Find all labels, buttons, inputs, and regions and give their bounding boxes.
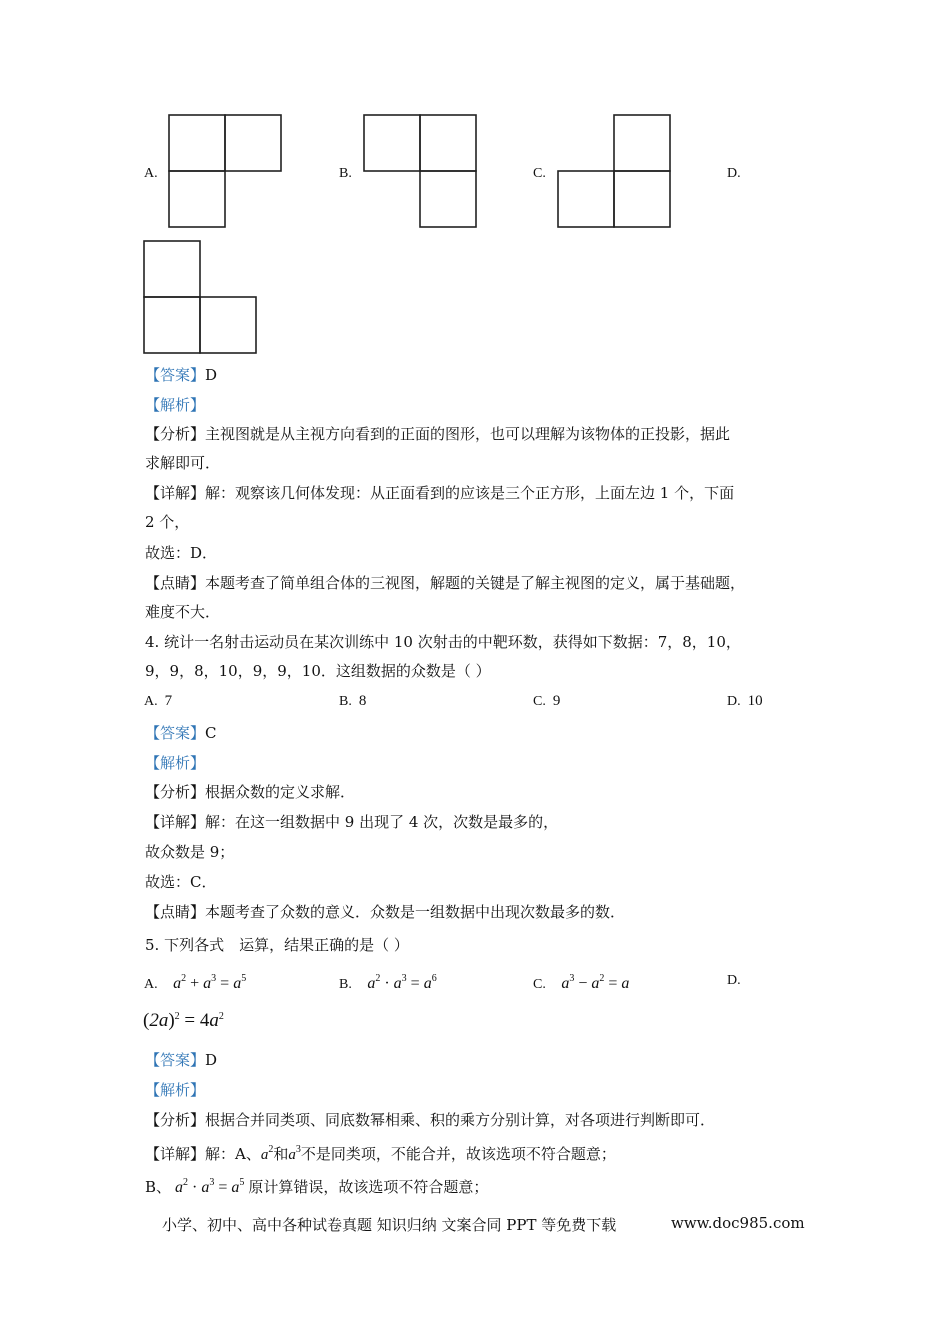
q3-dianjing-line2: 难度不大．: [145, 603, 221, 621]
q5-xiangjie-a2: $a^2$: [260, 1144, 274, 1163]
q5-xiangjie-post: 不是同类项，不能合并，故该选项不符合题意；: [300, 1145, 616, 1163]
q4-option-a-label: A.: [144, 694, 158, 709]
q4-option-b-value: 8: [358, 693, 367, 709]
q4-fenxi-text: 根据众数的定义求解．: [205, 783, 356, 801]
q3-xiangjie-text1: 解：观察该几何体发现：从正面看到的应该是三个正方形，上面左边 1 个，下面: [205, 484, 735, 502]
q3-option-c-label: C.: [533, 166, 546, 181]
q3-fenxi-label: 【分析】: [145, 425, 206, 443]
q5-option-c-label: C.: [533, 977, 546, 992]
q4-guxuan: 故选：C．: [145, 873, 217, 891]
q4-answer-line: [145, 723, 217, 743]
q5-xiangjie-label: 【详解】: [145, 1145, 206, 1163]
q5-option-d-label: D.: [727, 973, 741, 988]
q3-dianjing-line1: [145, 573, 745, 593]
q4-xiangjie-text1: 解：在这一组数据中 9 出现了 4 次，次数是最多的，: [205, 813, 559, 831]
q5-option-b: [339, 973, 437, 993]
q5-xiangjie-a3: $a^3$: [288, 1144, 301, 1163]
q3-fenxi-text1: 主视图就是从主视方向看到的正面的图形，也可以理解为该物体的正投影，据此: [205, 425, 731, 443]
q3-analysis-label: 【解析】: [145, 396, 206, 414]
q4-option-c: [533, 693, 560, 710]
q4-dianjing-text: 本题考查了众数的意义．众数是一组数据中出现次数最多的数．: [205, 903, 626, 921]
q5-xiangjie2-post: 原计算错误，故该选项不符合题意；: [248, 1178, 489, 1196]
q3-dianjing-text1: 本题考查了简单组合体的三视图，解题的关键是了解主视图的定义，属于基础题，: [205, 574, 746, 592]
q3-xiangjie-line1: [145, 483, 734, 503]
q3-answer-line: [145, 365, 217, 385]
q4-answer: C: [205, 724, 217, 742]
q5-option-a-label: A.: [144, 977, 158, 992]
q3-option-b-label: B.: [339, 166, 352, 181]
q5-xiangjie2-pre: B、: [145, 1178, 172, 1196]
q5-option-b-label: B.: [339, 977, 352, 992]
q4-dianjing-label: 【点睛】: [145, 903, 206, 921]
q5-option-b-formula: $a^2 \cdot a^3 = a^6$: [367, 973, 437, 992]
q5-xiangjie-line2: [145, 1173, 488, 1198]
q4-option-d-label: D.: [727, 694, 741, 709]
q4-option-c-value: 9: [552, 693, 561, 709]
q5-stem: 5. 下列各式 运算，结果正确的是（ ）: [145, 936, 409, 954]
q3-option-d-label: D.: [727, 166, 741, 181]
q5-fenxi-label: 【分析】: [145, 1111, 206, 1129]
q5-xiangjie-mid: 和: [273, 1145, 289, 1163]
q3-option-a-label: A.: [144, 166, 158, 181]
q5-option-d-formula: $(2a)^2 = 4a^2$: [143, 1010, 224, 1031]
q3-option-b-figure: [363, 114, 477, 228]
q4-option-c-label: C.: [533, 694, 546, 709]
q4-xiangjie-line1: [145, 812, 558, 832]
q4-stem-line2: 9，9，8，10，9，9，10．这组数据的众数是（ ）: [145, 662, 491, 680]
q4-analysis-label: 【解析】: [145, 754, 206, 772]
q3-option-a-figure: [168, 114, 282, 228]
q4-dianjing-line: [145, 902, 625, 922]
q5-option-c-formula: $a^3 - a^2 = a$: [561, 973, 630, 992]
q4-option-b-label: B.: [339, 694, 352, 709]
q3-fenxi-line2: 求解即可．: [145, 454, 221, 472]
q4-option-a-value: 7: [164, 693, 173, 709]
q4-answer-label: 【答案】: [145, 724, 206, 742]
q4-stem-line1: 4. 统计一名射击运动员在某次训练中 10 次射击的中靶环数，获得如下数据：7，8，10，: [145, 633, 741, 651]
q3-answer-label: 【答案】: [145, 366, 206, 384]
q4-fenxi-line: [145, 782, 355, 802]
q5-answer-label: 【答案】: [145, 1051, 206, 1069]
q3-xiangjie-label: 【详解】: [145, 484, 206, 502]
q3-option-d-figure: [143, 240, 257, 354]
q5-xiangjie-pre: 解：A、: [205, 1145, 261, 1163]
q4-xiangjie-label: 【详解】: [145, 813, 206, 831]
q5-option-a: [144, 973, 246, 993]
q4-option-d: [727, 693, 763, 710]
q5-analysis-label: 【解析】: [145, 1081, 206, 1099]
q3-fenxi-line1: [145, 424, 730, 444]
q5-xiangjie2-formula: $a^2 \cdot a^3 = a^5$: [175, 1177, 245, 1196]
q3-guxuan: 故选：D．: [145, 544, 218, 562]
q3-answer: D: [205, 366, 218, 384]
q3-dianjing-label: 【点睛】: [145, 574, 206, 592]
q4-fenxi-label: 【分析】: [145, 783, 206, 801]
q5-answer-line: [145, 1050, 217, 1070]
footer-url[interactable]: www.doc985.com: [671, 1214, 805, 1232]
q5-xiangjie-line1: [145, 1140, 616, 1165]
q4-xiangjie-line2: 故众数是 9；: [145, 843, 235, 861]
q5-answer: D: [205, 1051, 218, 1069]
q5-option-c: [533, 973, 629, 993]
q5-fenxi-text: 根据合并同类项、同底数幂相乘、积的乘方分别计算，对各项进行判断即可．: [205, 1111, 716, 1129]
footer-text: 小学、初中、高中各种试卷真题 知识归纳 文案合同 PPT 等免费下载: [162, 1216, 617, 1234]
q4-option-b: [339, 693, 366, 710]
q5-fenxi-line: [145, 1110, 715, 1130]
q4-option-d-value: 10: [747, 693, 763, 709]
q3-xiangjie-line2: 2 个，: [145, 513, 190, 531]
q5-option-a-formula: $a^2 + a^3 = a^5$: [173, 973, 247, 992]
q4-option-a: [144, 693, 172, 710]
q3-option-c-figure: [557, 114, 671, 228]
